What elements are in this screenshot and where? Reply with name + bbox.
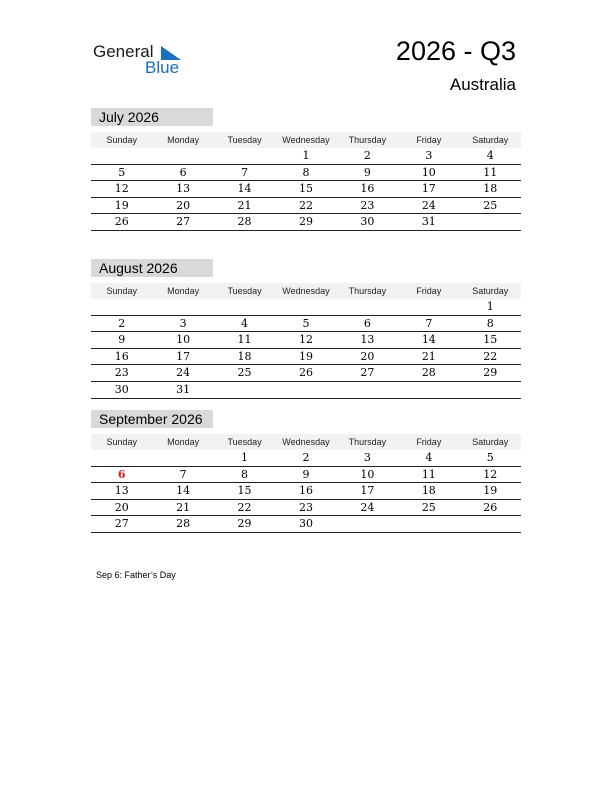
- day-cell: 12: [114, 182, 129, 196]
- week-row: [91, 516, 521, 533]
- day-cell: 29: [237, 517, 252, 531]
- day-cell: 1: [302, 149, 310, 162]
- day-cell: 30: [298, 517, 313, 531]
- day-cell: 17: [421, 182, 436, 196]
- day-cell: 7: [241, 165, 249, 179]
- weekday-label: Friday: [416, 135, 442, 145]
- day-cell: 8: [302, 165, 310, 179]
- week-row: [91, 467, 521, 484]
- weekday-header: [91, 132, 521, 148]
- day-cell: [337, 382, 398, 398]
- day-cell: [214, 148, 275, 164]
- day-cell: [214, 382, 275, 398]
- day-cell: 9: [363, 165, 371, 179]
- day-cell: [152, 299, 213, 315]
- day-cell: 6: [117, 467, 126, 481]
- day-cell: 3: [179, 316, 187, 330]
- day-cell: 15: [237, 484, 252, 498]
- weekday-label: Wednesday: [282, 135, 330, 145]
- day-cell: 14: [421, 333, 436, 347]
- day-cell: 23: [360, 198, 375, 212]
- weekday-label: Sunday: [106, 286, 137, 296]
- weekday-label: Tuesday: [227, 135, 262, 145]
- day-cell: 3: [363, 451, 371, 464]
- day-cell: 30: [360, 215, 375, 229]
- day-cell: 21: [421, 349, 436, 363]
- week-row: [91, 181, 521, 198]
- day-cell: 12: [483, 467, 498, 481]
- weekday-label: Saturday: [472, 286, 509, 296]
- day-cell: [152, 148, 213, 164]
- day-cell: [337, 516, 398, 532]
- weekday-label: Friday: [416, 437, 442, 447]
- day-cell: [91, 299, 152, 315]
- day-cell: 17: [360, 484, 375, 498]
- day-cell: 14: [237, 182, 252, 196]
- day-cell: 2: [302, 451, 310, 464]
- day-cell: 19: [298, 349, 313, 363]
- weekday-label: Monday: [167, 286, 200, 296]
- day-cell: 25: [483, 198, 498, 212]
- week-row: [91, 165, 521, 182]
- day-cell: [214, 299, 275, 315]
- day-cell: [275, 299, 336, 315]
- month-september: [91, 410, 521, 533]
- week-row: [91, 349, 521, 366]
- day-cell: 4: [241, 316, 249, 330]
- weekday-label: Sunday: [106, 437, 137, 447]
- day-cell: 12: [298, 333, 313, 347]
- logo: [93, 42, 193, 78]
- day-cell: 13: [176, 182, 191, 196]
- weekday-label: Monday: [167, 135, 200, 145]
- day-cell: 30: [114, 382, 129, 396]
- day-cell: 6: [363, 316, 371, 330]
- day-cell: 18: [237, 349, 252, 363]
- day-cell: 29: [483, 366, 498, 380]
- day-cell: 26: [298, 366, 313, 380]
- logo-text-blue: Blue: [145, 58, 180, 77]
- day-cell: 11: [237, 333, 252, 347]
- page-subtitle: Australia: [449, 75, 516, 94]
- weekday-label: Sunday: [106, 135, 137, 145]
- weekday-header: [91, 434, 521, 450]
- day-cell: 1: [486, 300, 494, 313]
- day-cell: 26: [114, 215, 129, 229]
- week-row: [91, 148, 521, 165]
- week-row: [91, 382, 521, 399]
- day-cell: 26: [483, 500, 498, 514]
- day-cell: [91, 450, 152, 466]
- week-row: [91, 365, 521, 382]
- day-cell: 27: [360, 366, 375, 380]
- weekday-label: Monday: [167, 437, 200, 447]
- day-cell: 15: [483, 333, 498, 347]
- day-cell: [398, 382, 459, 398]
- day-cell: 27: [176, 215, 191, 229]
- month-title: July 2026: [91, 108, 213, 126]
- weekday-label: Thursday: [348, 437, 387, 447]
- day-cell: 20: [176, 198, 191, 212]
- day-cell: 18: [421, 484, 436, 498]
- day-cell: 2: [118, 316, 126, 330]
- day-cell: 24: [421, 198, 436, 212]
- day-cell: 5: [302, 316, 310, 330]
- day-cell: 1: [241, 451, 249, 464]
- day-cell: 24: [176, 366, 191, 380]
- holiday-note: Sep 6: Father’s Day: [96, 570, 176, 580]
- day-cell: 8: [486, 316, 494, 330]
- day-cell: 29: [298, 215, 313, 229]
- day-cell: 9: [302, 467, 310, 481]
- day-cell: 7: [179, 467, 187, 481]
- day-cell: 21: [237, 198, 252, 212]
- day-cell: 11: [483, 165, 498, 179]
- day-cell: 16: [114, 349, 129, 363]
- day-cell: 4: [486, 149, 494, 162]
- day-cell: 22: [298, 198, 313, 212]
- day-cell: 23: [298, 500, 313, 514]
- weekday-label: Wednesday: [282, 286, 330, 296]
- week-row: [91, 332, 521, 349]
- day-cell: 28: [176, 517, 191, 531]
- week-row: [91, 214, 521, 231]
- weekday-label: Saturday: [472, 135, 509, 145]
- weekday-label: Thursday: [348, 135, 387, 145]
- day-cell: [398, 299, 459, 315]
- day-cell: [152, 450, 213, 466]
- day-cell: 16: [360, 182, 375, 196]
- month-title: August 2026: [91, 259, 213, 277]
- weekday-label: Thursday: [348, 286, 387, 296]
- day-cell: 4: [425, 451, 433, 464]
- day-cell: 2: [363, 149, 371, 162]
- day-cell: 7: [425, 316, 433, 330]
- day-cell: 22: [483, 349, 498, 363]
- day-cell: 21: [176, 500, 191, 514]
- day-cell: 11: [421, 467, 436, 481]
- week-row: [91, 299, 521, 316]
- day-cell: 13: [360, 333, 375, 347]
- day-cell: 17: [176, 349, 191, 363]
- month-title: September 2026: [91, 410, 213, 428]
- day-cell: [91, 148, 152, 164]
- day-cell: 25: [421, 500, 436, 514]
- weekday-label: Wednesday: [282, 437, 330, 447]
- day-cell: [460, 382, 521, 398]
- week-row: [91, 450, 521, 467]
- day-cell: 31: [176, 382, 191, 396]
- day-cell: 9: [118, 333, 126, 347]
- weekday-label: Tuesday: [227, 437, 262, 447]
- day-cell: 20: [360, 349, 375, 363]
- day-cell: 3: [425, 149, 433, 162]
- day-cell: 16: [298, 484, 313, 498]
- week-row: [91, 198, 521, 215]
- day-cell: 28: [421, 366, 436, 380]
- weekday-label: Tuesday: [227, 286, 262, 296]
- day-cell: 25: [237, 366, 252, 380]
- day-cell: 28: [237, 215, 252, 229]
- month-august: [91, 259, 521, 399]
- day-cell: [275, 382, 336, 398]
- weekday-label: Saturday: [472, 437, 509, 447]
- day-cell: 5: [486, 451, 494, 464]
- week-row: [91, 483, 521, 500]
- day-cell: 23: [114, 366, 129, 380]
- day-cell: 13: [114, 484, 129, 498]
- day-cell: 18: [483, 182, 498, 196]
- day-cell: 19: [114, 198, 129, 212]
- day-cell: 10: [176, 333, 191, 347]
- day-cell: 15: [298, 182, 313, 196]
- day-cell: [398, 516, 459, 532]
- day-cell: 22: [237, 500, 252, 514]
- day-cell: 20: [114, 500, 129, 514]
- day-cell: [460, 214, 521, 230]
- day-cell: 31: [421, 215, 436, 229]
- page-title: 2026 - Q3: [395, 36, 516, 66]
- week-row: [91, 500, 521, 517]
- day-cell: 24: [360, 500, 375, 514]
- day-cell: [460, 516, 521, 532]
- day-cell: 8: [241, 467, 249, 481]
- day-cell: 14: [176, 484, 191, 498]
- month-july: [91, 108, 521, 231]
- day-cell: 5: [118, 165, 126, 179]
- weekday-header: [91, 283, 521, 299]
- day-cell: 6: [179, 165, 187, 179]
- day-cell: 27: [114, 517, 129, 531]
- logo-text-general: General: [93, 42, 154, 61]
- day-cell: 10: [421, 165, 436, 179]
- day-cell: 10: [360, 467, 375, 481]
- day-cell: 19: [483, 484, 498, 498]
- weekday-label: Friday: [416, 286, 442, 296]
- week-row: [91, 316, 521, 333]
- day-cell: [337, 299, 398, 315]
